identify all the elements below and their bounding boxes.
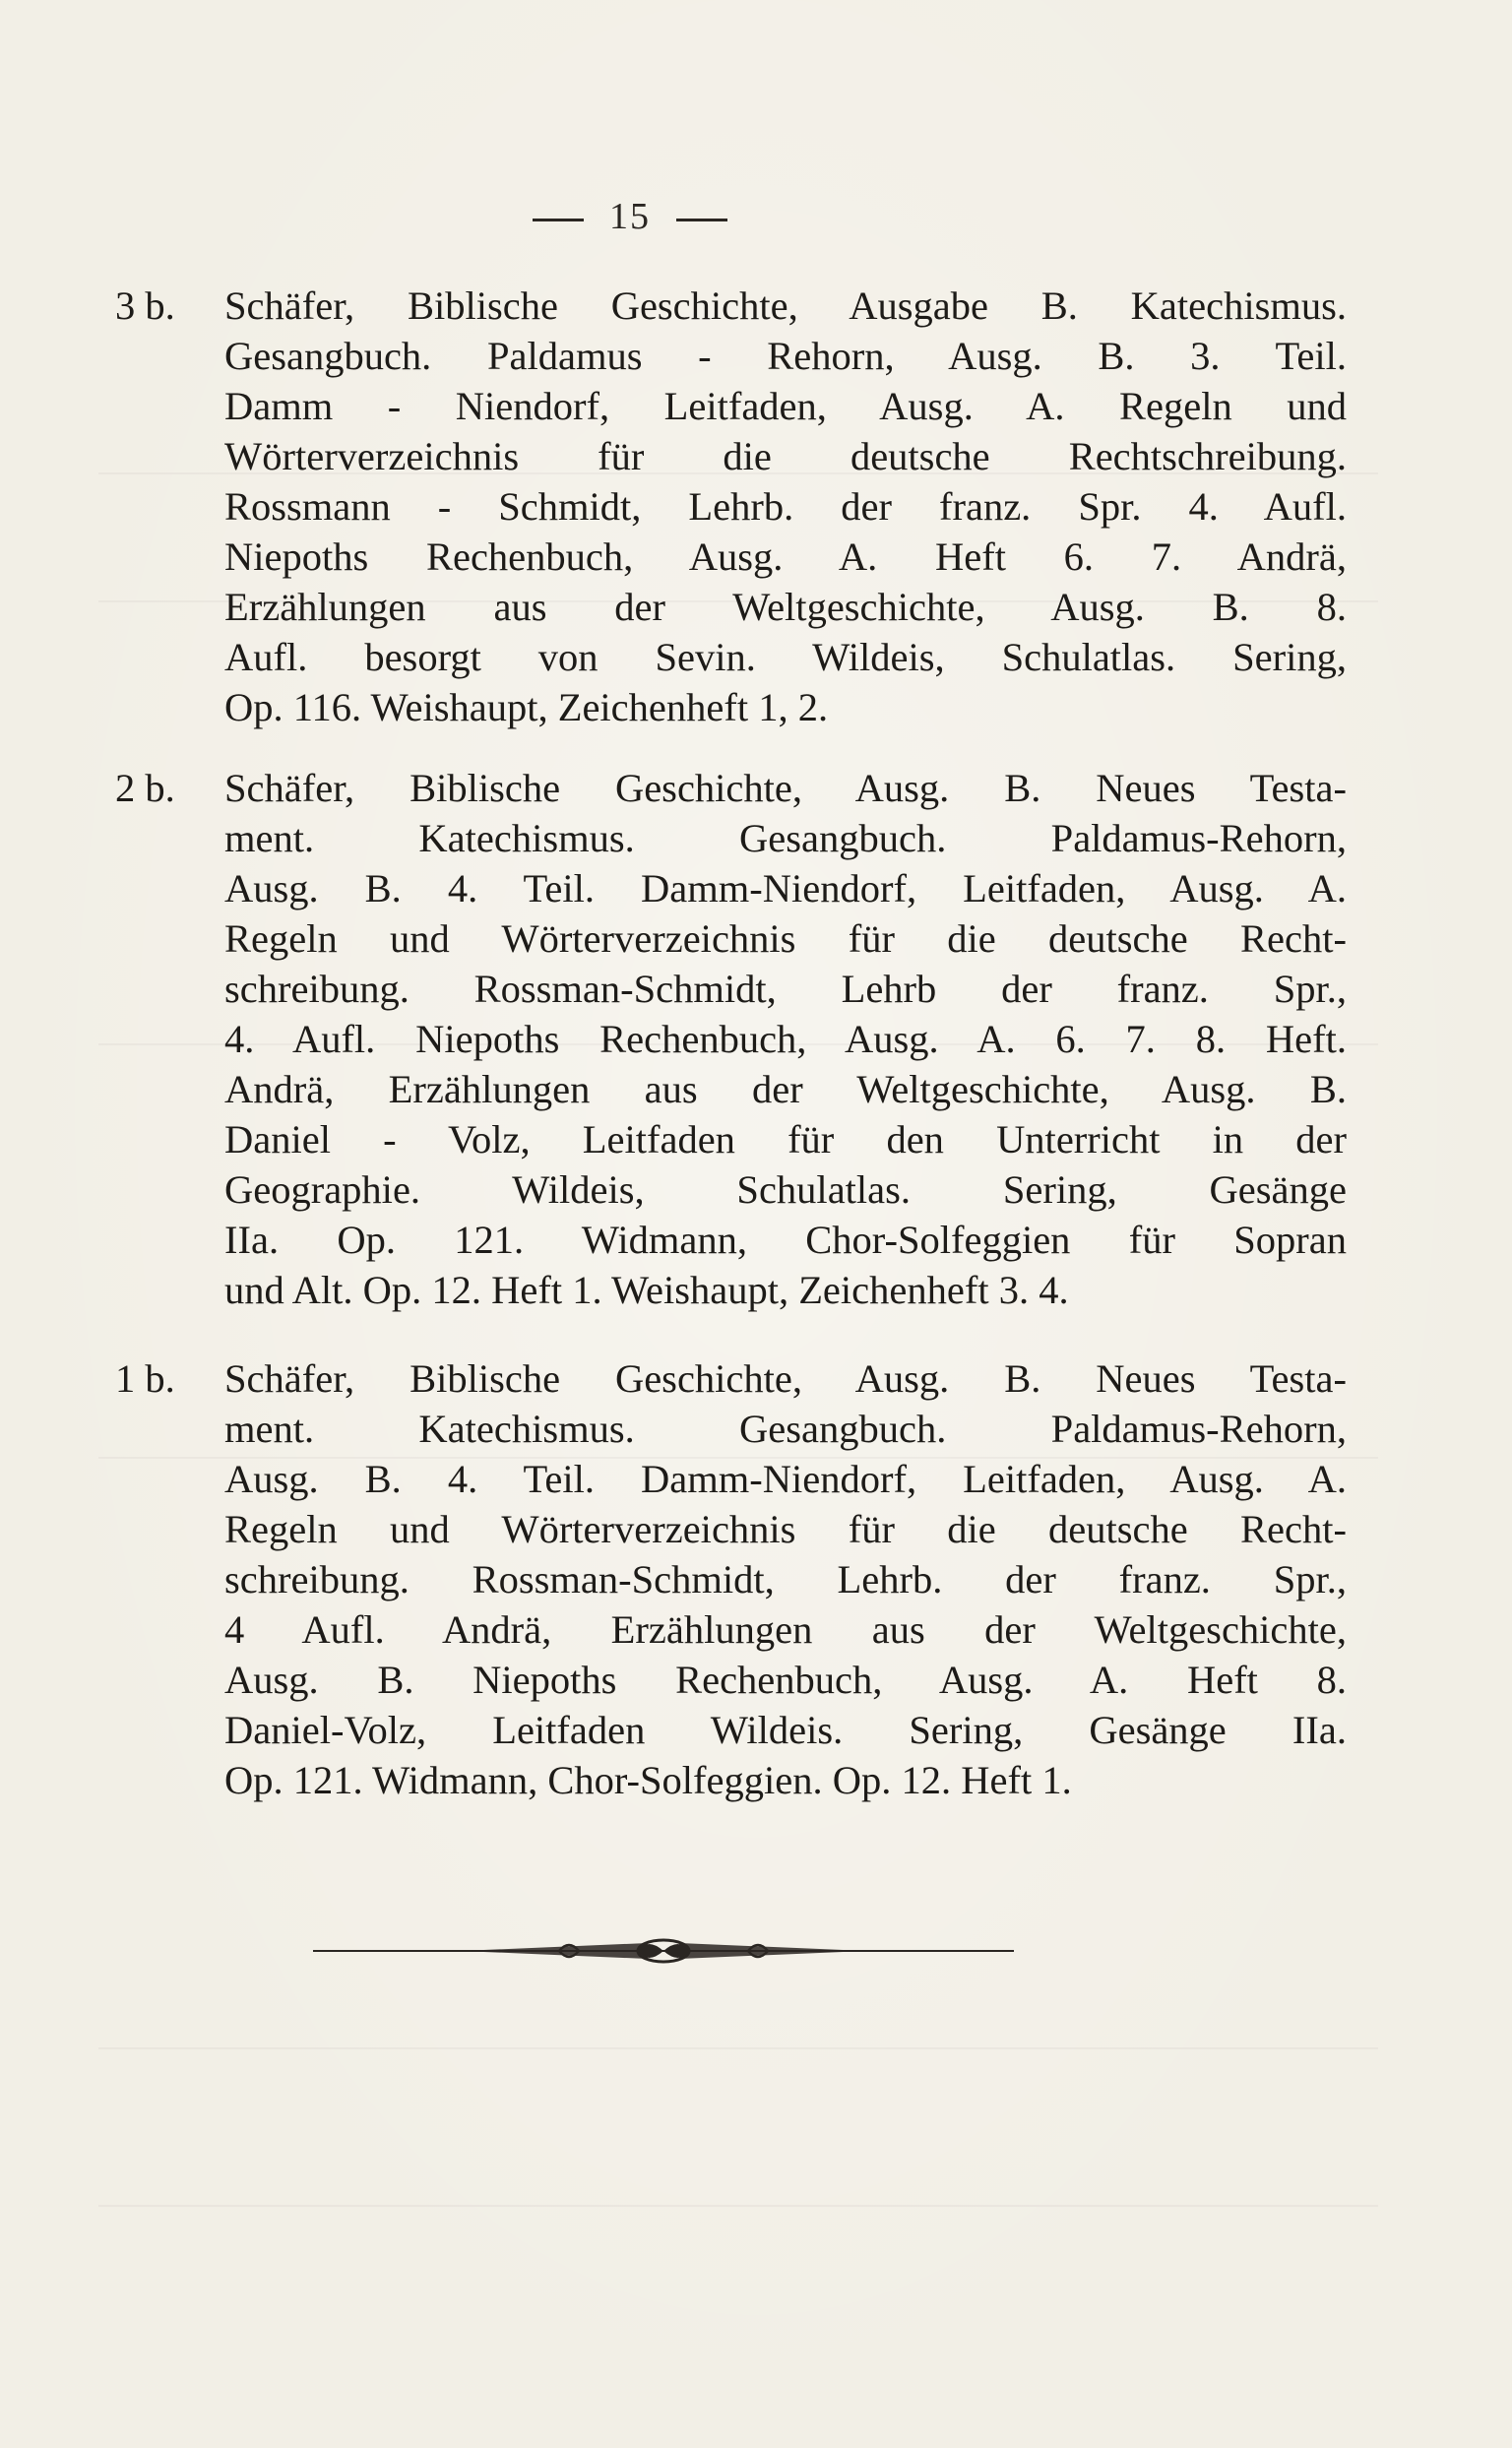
dash-right (676, 219, 727, 221)
class-entry-3b (115, 281, 1347, 732)
entry-line: Op. 121. Widmann, Chor-Solfeggien. Op. 12. Heft 1. (224, 1758, 1072, 1802)
class-entry-1b (115, 1353, 1347, 1805)
page-number-header (0, 195, 1260, 238)
entry-line: ment. Katechismus. Gesangbuch. Paldamus-Rehorn, (224, 1407, 1347, 1451)
entry-line: Regeln und Wörterverzeichnis für die deutsche Recht- (224, 916, 1347, 961)
entry-line: Niepoths Rechenbuch, Ausg. A. Heft 6. 7. Andrä, (224, 534, 1347, 579)
entry-line: Ausg. B. Niepoths Rechenbuch, Ausg. A. Heft 8. (224, 1658, 1347, 1702)
ornamental-divider (313, 1931, 1014, 1971)
entry-line: Wörterverzeichnis für die deutsche Rechtschreibung. (224, 434, 1347, 478)
entry-line: Daniel-Volz, Leitfaden Wildeis. Sering, Gesänge IIa. (224, 1708, 1347, 1752)
entry-line: Ausg. B. 4. Teil. Damm-Niendorf, Leitfaden, Ausg. A. (224, 866, 1347, 910)
class-label: 2 b. (115, 766, 175, 810)
class-label: 1 b. (115, 1356, 175, 1401)
entry-line: Regeln und Wörterverzeichnis für die deutsche Recht- (224, 1507, 1347, 1551)
entry-line: Gesangbuch. Paldamus - Rehorn, Ausg. B. 3. Teil. (224, 334, 1347, 378)
entry-line: IIa. Op. 121. Widmann, Chor-Solfeggien für Sopran (224, 1218, 1347, 1262)
divider-taper-left (461, 1943, 648, 1959)
entry-line: 4 Aufl. Andrä, Erzählungen aus der Weltgeschichte, (224, 1607, 1347, 1652)
entry-line: Andrä, Erzählungen aus der Weltgeschichte, Ausg. B. (224, 1067, 1347, 1111)
entry-line: Op. 116. Weishaupt, Zeichenheft 1, 2. (224, 685, 829, 729)
class-label: 3 b. (115, 283, 175, 328)
entry-line: schreibung. Rossman-Schmidt, Lehrb. der franz. Spr., (224, 1557, 1347, 1601)
entry-line: Rossmann - Schmidt, Lehrb. der franz. Spr. 4. Aufl. (224, 484, 1347, 529)
entry-line: ment. Katechismus. Gesangbuch. Paldamus-Rehorn, (224, 816, 1347, 860)
entry-line: Schäfer, Biblische Geschichte, Ausg. B. Neues Testa- (224, 1356, 1347, 1401)
entry-line: und Alt. Op. 12. Heft 1. Weishaupt, Zeichenheft 3. 4. (224, 1268, 1069, 1312)
divider-center-knot (638, 1944, 689, 1958)
entry-line: Aufl. besorgt von Sevin. Wildeis, Schulatlas. Sering, (224, 635, 1347, 679)
entry-line: Daniel - Volz, Leitfaden für den Unterricht in der (224, 1117, 1347, 1161)
entry-line: Damm - Niendorf, Leitfaden, Ausg. A. Regeln und (224, 384, 1347, 428)
entry-line: Geographie. Wildeis, Schulatlas. Sering, Gesänge (224, 1167, 1347, 1212)
bleed-through-line (98, 2047, 1378, 2049)
entry-line: Schäfer, Biblische Geschichte, Ausg. B. Neues Testa- (224, 766, 1347, 810)
entry-line: schreibung. Rossman-Schmidt, Lehrb der franz. Spr., (224, 967, 1347, 1011)
bleed-through-line (98, 2205, 1378, 2207)
entry-line: Erzählungen aus der Weltgeschichte, Ausg. B. 8. (224, 585, 1347, 629)
divider-taper-right (679, 1943, 866, 1959)
entry-line: 4. Aufl. Niepoths Rechenbuch, Ausg. A. 6. 7. 8. Heft. (224, 1017, 1347, 1061)
page-number: 15 (609, 196, 651, 237)
entry-line: Schäfer, Biblische Geschichte, Ausgabe B. Katechismus. (224, 283, 1347, 328)
class-entry-2b (115, 763, 1347, 1315)
dash-left (533, 219, 584, 221)
entry-line: Ausg. B. 4. Teil. Damm-Niendorf, Leitfaden, Ausg. A. (224, 1457, 1347, 1501)
